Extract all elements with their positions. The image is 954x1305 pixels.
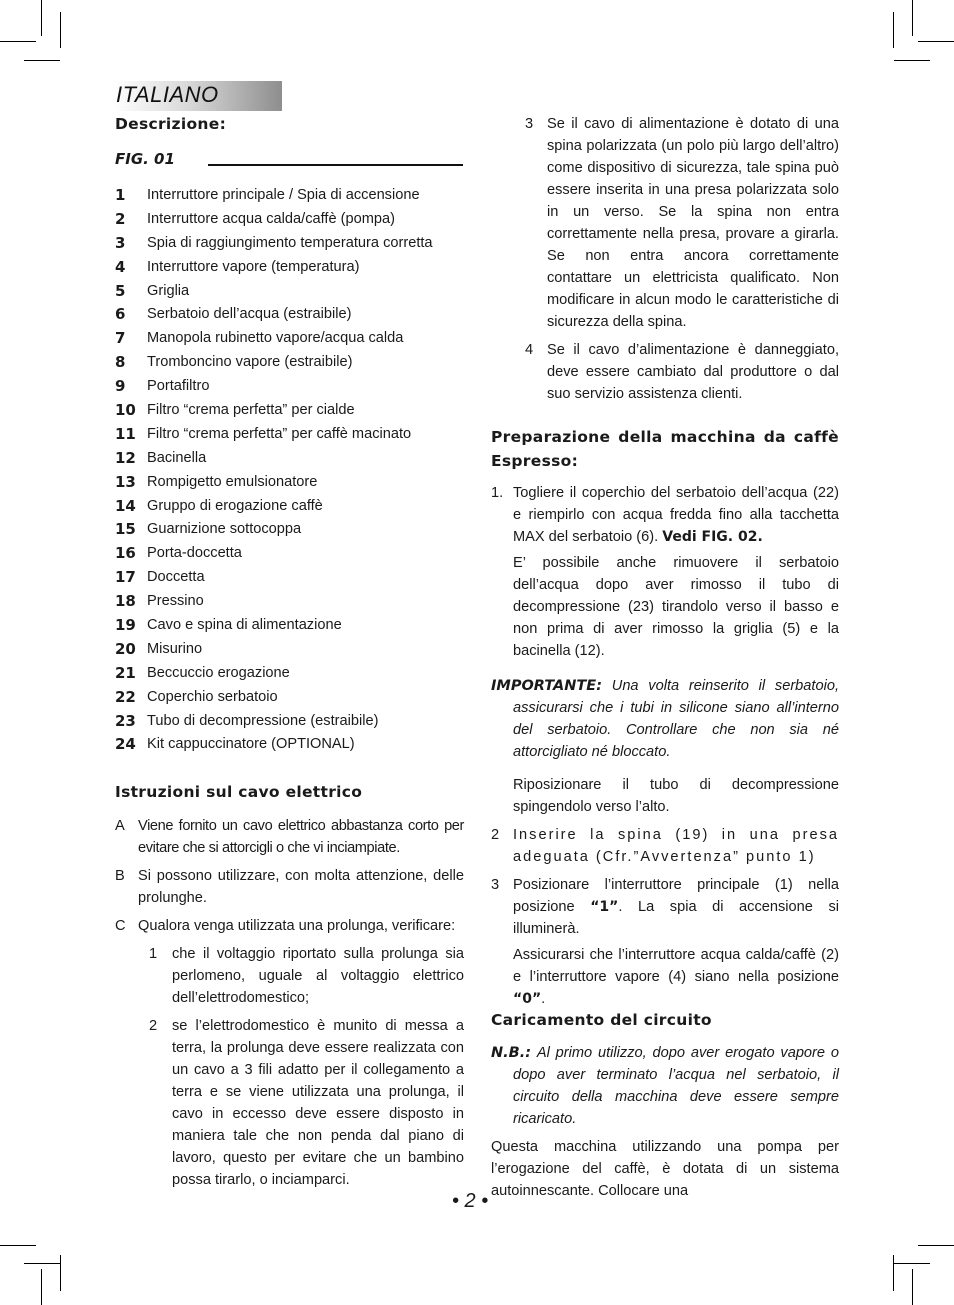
part-label: Tromboncino vapore (estraibile) <box>147 354 353 371</box>
part-number: 18 <box>115 592 136 611</box>
part-number: 3 <box>115 233 126 252</box>
part-item <box>115 685 464 709</box>
part-label: Porta-doccetta <box>147 545 242 562</box>
cable-subitem-1: 1 che il voltaggio riportato sulla prolunga sia perlomeno, uguale al voltaggio elettrico dell’elettrodomestico; <box>149 946 464 1006</box>
part-item <box>115 565 464 589</box>
part-item <box>115 709 464 733</box>
circuit-text: Questa macchina utilizzando una pompa per l’erogazione del caffè, è dotata di un sistema autoinnescante. Collocare una <box>491 1139 839 1199</box>
part-label: Portafiltro <box>147 378 210 395</box>
crop-mark <box>0 1245 36 1246</box>
part-label: Bacinella <box>147 449 207 466</box>
part-label: Filtro “crema perfetta” per caffè macinato <box>147 425 412 442</box>
part-label: Spia di raggiungimento temperatura corretta <box>147 234 433 251</box>
crop-mark <box>893 12 894 48</box>
cable-section-title: Istruzioni sul cavo elettrico <box>115 783 363 801</box>
parts-list <box>115 183 464 756</box>
part-item <box>115 374 464 398</box>
language-label: ITALIANO <box>116 82 219 107</box>
part-item <box>115 302 464 326</box>
part-label: Filtro “crema perfetta” per cialde <box>147 401 355 418</box>
part-number: 24 <box>115 735 136 754</box>
step-3-extra: Assicurarsi che l’interruttore acqua calda/caffè (2) e l’interruttore vapore (4) siano nella posizione “0”. <box>513 947 839 1007</box>
part-number: 17 <box>115 568 136 587</box>
part-number: 12 <box>115 448 136 467</box>
cable-item-c: C Qualora venga utilizzata una prolunga, verificare: <box>115 918 456 934</box>
crop-mark <box>41 0 42 36</box>
part-item <box>115 470 464 494</box>
part-item <box>115 183 464 207</box>
crop-mark <box>60 1255 61 1291</box>
description-title: Descrizione: <box>115 115 227 133</box>
part-label: Doccetta <box>147 569 205 586</box>
crop-mark <box>894 1263 930 1264</box>
part-number: 2 <box>115 209 126 228</box>
cable-instructions <box>115 815 464 1197</box>
part-item <box>115 517 464 541</box>
part-item <box>115 589 464 613</box>
nb-note <box>491 1042 839 1130</box>
important-label: IMPORTANTE: <box>491 678 603 694</box>
part-number: 23 <box>115 711 136 730</box>
crop-mark <box>24 1263 60 1264</box>
part-item <box>115 541 464 565</box>
part-label: Manopola rubinetto vapore/acqua calda <box>147 330 404 347</box>
part-label: Beccuccio erogazione <box>147 664 290 681</box>
crop-mark <box>60 12 61 48</box>
nb-label: N.B.: <box>491 1045 532 1061</box>
part-number: 8 <box>115 353 126 372</box>
part-item <box>115 326 464 350</box>
crop-mark <box>893 1255 894 1291</box>
part-number: 15 <box>115 520 136 539</box>
page-number: • 2 • <box>452 1190 489 1212</box>
nb-text: Al primo utilizzo, dopo aver erogato vapore o dopo aver terminato l’acqua nel serbatoio, il circuito della macchina deve essere sempre ricaricato. <box>513 1045 839 1127</box>
part-label: Serbatoio dell’acqua (estraibile) <box>147 306 352 323</box>
part-label: Interruttore acqua calda/caffè (pompa) <box>147 210 395 227</box>
important-text: Una volta reinserito il serbatoio, assicurarsi che i tubi in silicone siano all’interno del serbatoio. Controllare che non sia né attorcigliato né bloccato. <box>513 678 839 760</box>
part-number: 19 <box>115 615 136 634</box>
crop-mark <box>912 1269 913 1305</box>
part-item <box>115 661 464 685</box>
part-item <box>115 231 464 255</box>
cable-subitem-4: 4 Se il cavo d’alimentazione è danneggiato, deve essere cambiato dal produttore o dal suo servizio assistenza clienti. <box>525 342 839 402</box>
part-label: Kit cappuccinatore (OPTIONAL) <box>147 736 355 753</box>
crop-mark <box>894 60 930 61</box>
part-label: Tubo di decompressione (estraibile) <box>147 712 379 729</box>
figure-label: FIG. 01 <box>115 150 175 168</box>
figure-rule <box>208 164 463 166</box>
part-label: Gruppo di erogazione caffè <box>147 497 323 514</box>
cable-item-a: A Viene fornito un cavo elettrico abbastanza corto per evitare che si attorcigli o che vi inciampiate. <box>115 818 464 856</box>
part-number: 22 <box>115 687 136 706</box>
preparation-title: Preparazione della macchina da caffè Espresso: <box>491 428 839 470</box>
part-label: Misurino <box>147 640 203 657</box>
crop-mark <box>41 1269 42 1305</box>
part-number: 14 <box>115 496 136 515</box>
part-item <box>115 613 464 637</box>
crop-mark <box>912 0 913 36</box>
part-number: 1 <box>115 185 126 204</box>
part-number: 16 <box>115 544 136 563</box>
part-item <box>115 398 464 422</box>
part-number: 4 <box>115 257 126 276</box>
part-label: Interruttore principale / Spia di accensione <box>147 186 420 203</box>
part-item <box>115 255 464 279</box>
preparation-steps <box>491 482 839 662</box>
part-label: Pressino <box>147 593 204 610</box>
part-label: Coperchio serbatoio <box>147 688 278 705</box>
crop-mark <box>918 41 954 42</box>
part-number: 20 <box>115 639 136 658</box>
part-number: 21 <box>115 663 136 682</box>
part-number: 13 <box>115 472 136 491</box>
crop-mark <box>0 41 36 42</box>
part-item <box>115 446 464 470</box>
crop-mark <box>24 60 60 61</box>
part-label: Interruttore vapore (temperatura) <box>147 258 360 275</box>
step-1-extra: E’ possibile anche rimuovere il serbatoio dell’acqua dopo aver rimosso il tubo di decompressione (23) tirandolo verso il basso e non prima di aver rimosso la griglia (5) e la bacinella (12). <box>513 555 839 659</box>
part-label: Rompigetto emulsionatore <box>147 473 318 490</box>
part-number: 10 <box>115 400 136 419</box>
part-item <box>115 350 464 374</box>
part-item <box>115 207 464 231</box>
crop-mark <box>918 1245 954 1246</box>
part-number: 11 <box>115 424 136 443</box>
part-number: 7 <box>115 329 126 348</box>
part-number: 5 <box>115 281 126 300</box>
part-number: 6 <box>115 305 126 324</box>
circuit-title: Caricamento del circuito <box>491 1011 712 1029</box>
part-item <box>115 494 464 518</box>
part-label: Guarnizione sottocoppa <box>147 521 302 538</box>
part-item <box>115 637 464 661</box>
part-item <box>115 422 464 446</box>
cable-continued <box>491 113 839 411</box>
step-2: 2 Inserire la spina (19) in una presa adeguata (Cfr.”Avvertenza” punto 1) <box>491 827 839 865</box>
see-figure-ref: Vedi FIG. 02. <box>662 529 763 545</box>
part-item <box>115 732 464 756</box>
step-3: 3 Posizionare l’interruttore principale (1) nella posizione “1”. La spia di accensione si illuminerà. <box>491 877 839 937</box>
reposition-text: Riposizionare il tubo di decompressione spingendolo verso l’alto. <box>513 777 839 815</box>
cable-item-b: B Si possono utilizzare, con molta attenzione, delle prolunghe. <box>115 868 464 906</box>
part-label: Griglia <box>147 282 190 299</box>
cable-subitem-3: 3 Se il cavo di alimentazione è dotato di una spina polarizzata (un polo più largo dell’altro) come dispositivo di sicurezza, tale spina può essere inserita in una presa polarizzata solo in un verso. Se la spina non entra correttamente nella presa, provare a girarla. Se non entra ancora correttamente contattare un elettricista qualificato. Non modificare in alcun modo le caratteristiche di sicurezza della spina. <box>525 116 839 330</box>
step-1: 1. Togliere il coperchio del serbatoio dell’acqua (22) e riempirlo con acqua fredda fino alla tacchetta MAX del serbatoio (6). Vedi FIG. 02. <box>491 485 839 545</box>
cable-subitem-2: 2 se l’elettrodomestico è munito di messa a terra, la prolunga deve essere realizzata con un cavo a 3 fili adatto per il collegamento a terra e se viene utilizzata una prolunga, il cavo in eccesso deve essere disposto in maniera tale che non penda dal piano di lavoro, questo per evitare che un bambino possa tirarlo, o inciamparci. <box>149 1018 464 1188</box>
part-item <box>115 279 464 303</box>
preparation-steps-cont <box>491 774 839 1010</box>
important-note <box>491 675 839 763</box>
part-label: Cavo e spina di alimentazione <box>147 616 342 633</box>
part-number: 9 <box>115 377 126 396</box>
language-tab <box>113 81 282 111</box>
